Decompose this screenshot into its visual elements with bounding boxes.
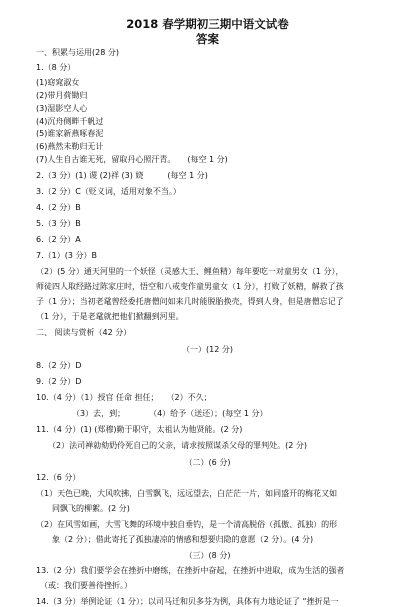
answer-line: (3)湿影空人心	[36, 104, 88, 113]
answer-line: (2)带月荷锄归	[36, 91, 88, 100]
exam-title: 2018 春学期初三期中语文试卷	[126, 17, 289, 31]
answer-line: 13.（2 分）我们要学会在挫折中磨练，在挫折中奋起，在挫折中进取，成为生活的强者	[36, 566, 345, 575]
answer-line: 3.（2 分）C（贬义词，适用对象不当。）	[36, 187, 181, 196]
answer-line: （2）法司禅勍劾奶伶死自己的父亲，请求按照谋杀父母的罪判处。(2 分)	[36, 441, 307, 450]
answer-line: （3）去，到； （4）给予（送还）；(每空 1 分）	[36, 409, 268, 418]
answer-line: （三）(8 分)	[184, 551, 231, 560]
answer-line: （1）天色已晚，大风吹拂，白雪飘飞，远远望去，白茫茫一片，如同盛开的梅花又如	[36, 489, 338, 498]
answer-line: （二）(6 分)	[184, 458, 231, 467]
answer-line: 7.（1）(3 分）B	[36, 251, 97, 260]
answer-line: (6)燕然未勒归无计	[36, 142, 104, 151]
answer-line: 10.（4 分）（1）授官 任命 担任； （2）不久；	[36, 393, 212, 402]
answer-line: (5)谁家新燕啄春泥	[36, 129, 104, 138]
answer-line: 二、 阅读与赏析（42 分）	[36, 328, 132, 337]
answer-line: （2）在风雪如画，大雪飞舞的环境中独自垂钓，是一个清高脱俗（孤傲、孤独）的形	[36, 520, 338, 529]
answer-line: 6.（2 分）A	[36, 235, 81, 244]
answer-line: 2.（3 分）(1) 谡 (2)祥 (3) 娆 (每空 1 分)	[36, 171, 208, 180]
answer-line: 同飘飞的柳絮。(2 分)	[36, 504, 130, 513]
answer-line: （1 分），于是老鼋就把他们掀翻到河里。	[36, 312, 184, 321]
answer-line: 8.（2 分）D	[36, 361, 82, 370]
answer-line: （2）(5 分）通天河里的一个妖怪（灵感大王、鲤鱼精）每年要吃一对童男女（1 分），	[36, 267, 344, 276]
answer-line: 11.（4 分）(1) (郑穆)勤于职守，太祖认为他贤能。(2 分)	[36, 425, 243, 434]
answer-line: (4)沉舟侧畔千帆过	[36, 117, 104, 126]
answer-line: 4.（2 分）B	[36, 203, 81, 212]
answer-line: 象（2 分）；借此寄托了孤独凄凉的情感和想要归隐的意愿（2 分）。(4 分)	[36, 535, 314, 544]
answer-line: 1.（8 分）	[36, 63, 76, 72]
answer-line: 一、积累与运用(28 分)	[36, 48, 119, 57]
answer-line: （一）(12 分)	[182, 345, 233, 354]
answer-line: 9.（2 分）D	[36, 377, 82, 386]
answer-line: 师徒四人取经路过陈家庄时，悟空和八戒变作童男童女（1 分），打败了妖精，解救了孩	[36, 282, 344, 291]
answer-heading: 答案	[196, 32, 219, 46]
answer-line: 子（1 分）；当初老鼋曾经委托唐僧问如来几时能脱胎换壳，得到人身，但是唐僧忘记了	[36, 297, 344, 306]
answer-line: (7)人生自古谁无死，留取丹心照汗青。 (每空 1 分)	[36, 155, 228, 164]
answer-line: 14.（3 分）举例论证（1 分）；以司马迁和贝多芬为例，具体有力地论证了 “挫折是一	[36, 597, 339, 606]
answer-line: 5.（3 分）B	[36, 219, 81, 228]
answer-line: 12.（6 分）	[36, 473, 81, 482]
answer-line: (1)窈窕淑女	[36, 78, 80, 87]
answer-line: （或：我们要善待挫折。）	[36, 581, 132, 590]
